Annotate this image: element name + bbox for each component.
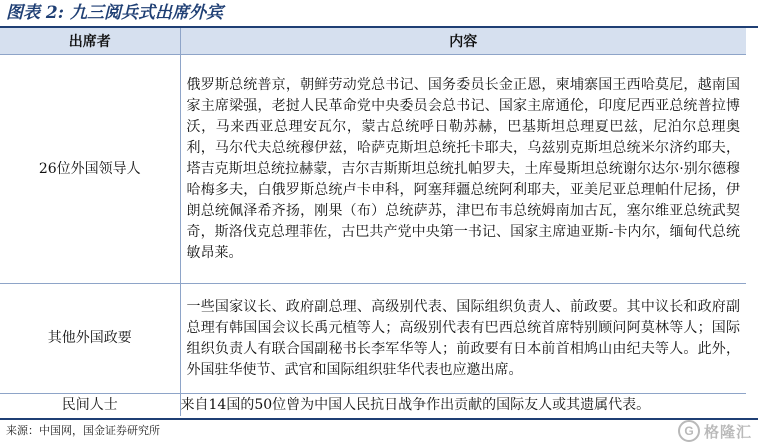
- header-content: 内容: [180, 28, 746, 55]
- watermark-logo-icon: G: [678, 420, 700, 442]
- bottom-rule: [0, 418, 758, 420]
- figure-title: 图表 2: 九三阅兵式出席外宾: [6, 3, 223, 23]
- attendee-cell: 26位外国领导人: [0, 55, 180, 284]
- table-header-row: [0, 28, 746, 55]
- table-row: [0, 284, 746, 394]
- content-cell: 一些国家议长、政府副总理、高级别代表、国际组织负责人、前政要。其中议长和政府副总理有韩国国会议长禹元植等人；高级别代表有巴西总统首席特别顾问阿莫林等人；国际组织负责人有联合国副秘书长李军华等人；前政要有日本前首相鸠山由纪夫等人。此外，外国驻华使节、武官和国际组织驻华代表也应邀出席。: [180, 284, 746, 394]
- table-row: [0, 55, 746, 284]
- content-cell: 俄罗斯总统普京，朝鲜劳动党总书记、国务委员长金正恩，柬埔寨国王西哈莫尼，越南国家主席梁强，老挝人民革命党中央委员会总书记、国家主席通伦，印度尼西亚总统普拉博沃，马来西亚总理安瓦尔，蒙古总统呼日勒苏赫，巴基斯坦总理夏巴兹，尼泊尔总理奥利，马尔代夫总统穆伊兹，哈萨克斯坦总统托卡耶夫，乌兹别克斯坦总统米尔济约耶夫，塔吉克斯坦总统拉赫蒙，吉尔吉斯斯坦总统扎帕罗夫，土库曼斯坦总统谢尔达尔·别尔德穆哈梅多夫，白俄罗斯总统卢卡申科，阿塞拜疆总统阿利耶夫，亚美尼亚总理帕什尼扬，伊朗总统佩泽希齐扬，刚果（布）总统萨苏，津巴布韦总统姆南加古瓦，塞尔维亚总统武契奇，斯洛伐克总理菲佐，古巴共产党中央第一书记、国家主席迪亚斯-卡内尔，缅甸代总统敏昂莱。: [180, 55, 746, 284]
- guests-table: [0, 28, 746, 416]
- attendee-cell: 其他外国政要: [0, 284, 180, 394]
- content-cell: 来自14国的50位曾为中国人民抗日战争作出贡献的国际友人或其遗属代表。: [180, 396, 651, 413]
- table-row: [0, 394, 746, 417]
- watermark: [678, 420, 752, 442]
- source-note: 来源：中国网，国金证券研究所: [6, 424, 160, 437]
- header-attendee: 出席者: [0, 28, 180, 55]
- attendee-cell: 民间人士: [0, 394, 180, 417]
- watermark-text: 格隆汇: [703, 422, 752, 441]
